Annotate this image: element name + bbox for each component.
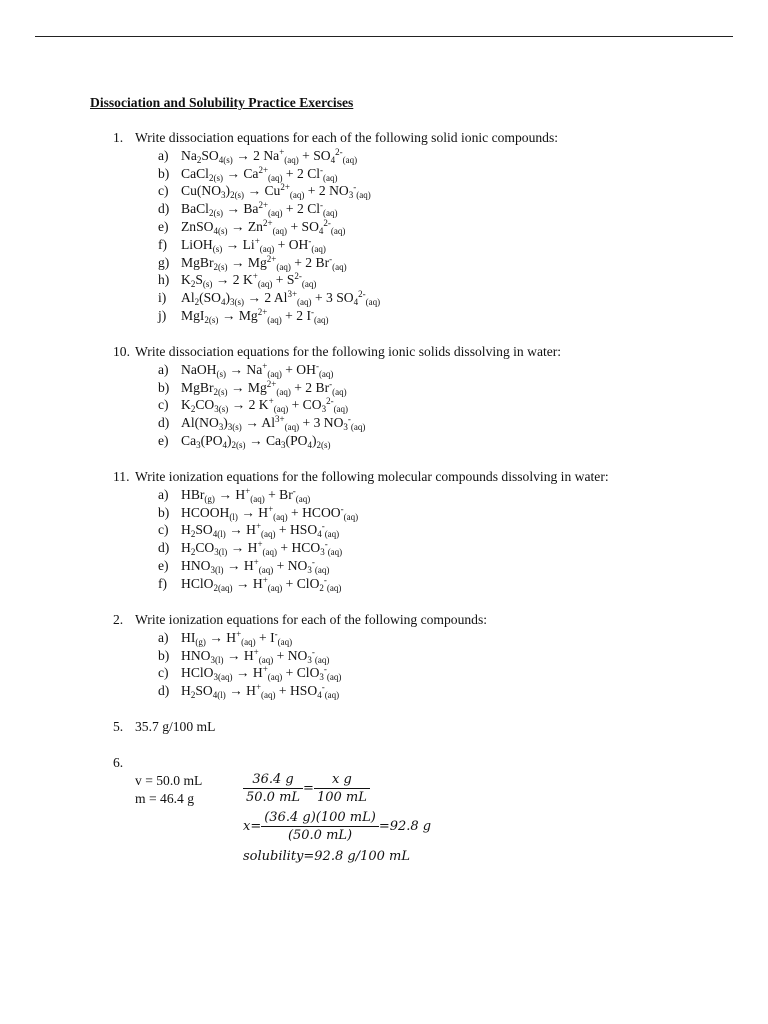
list-item: a) $Na_2SO_{4(s)} \to 2$ $Na^+_{(aq)} + SO_4^{2-}_{(aq)}$ xyxy=(158,146,358,165)
list-item: j) $MgI_{2(s)} \to Mg^{2+}_{(aq)} + 2$ $I^-_{(aq)}$ xyxy=(158,306,329,325)
answer-text: 35.7 g/100 mL xyxy=(135,719,216,734)
list-item: h) $K_2S_{(s)} \to 2$ $K^+_{(aq)} + S^{2-}_{(aq)}$ xyxy=(158,271,317,290)
x-lhs: x= xyxy=(243,819,262,834)
fraction-right: $\frac{\text{x g}}{100 mL}$ xyxy=(314,771,370,806)
solubility-result: solubility=92.8 g/100 mL xyxy=(243,849,410,864)
question-prompt: Write dissociation equations for the following ionic solids dissolving in water: xyxy=(135,344,562,359)
result-value: =92.8 g xyxy=(378,819,432,834)
question-5 xyxy=(113,718,733,736)
list-item: b) MgBr$_{2(s)}$ → $Mg^{2+}_{(aq)} + 2$ $Br^-_{(aq)}$ xyxy=(158,378,347,397)
question-6 xyxy=(113,754,733,772)
list-item: a) NaOH$_{(s)}$ → $Na^+_{(aq)} + OH^-_{(aq)}$ xyxy=(158,360,334,379)
fraction-left: $\frac{36.4 g}{50.0 mL}$ xyxy=(243,771,303,806)
list-item: e) $Ca_3(PO_4)_{2(s)} \to Ca_3(PO_4)_{2(s)}$ xyxy=(158,432,331,450)
solve-equation xyxy=(243,809,431,844)
volume-given: v = 50.0 mL xyxy=(135,773,203,788)
question-11 xyxy=(113,468,733,593)
list-item: b) $HNO_{3(l)} \to H^+_{(aq)} + NO_3^-_{(aq)}$ xyxy=(158,646,330,665)
list-item: c) $Cu(NO_3)_{2(s)} \to Cu^{2+}_{(aq)} + 2$ $NO_3^-_{(aq)}$ xyxy=(158,182,371,201)
question-10 xyxy=(113,343,733,450)
question-number: 5. xyxy=(113,719,124,734)
mass-given: m = 46.4 g xyxy=(135,791,195,806)
question-prompt: Write dissociation equations for each of the following solid ionic compounds: xyxy=(135,130,559,145)
list-item: c) HClO$_{3(aq)}$ → $H^+_{(aq)} + ClO_3^-_{(aq)}$ xyxy=(158,664,342,683)
list-item: g) MgBr$_{2(s)}$ → $Mg^{2+}_{(aq)} + 2$ $Br^-_{(aq)}$ xyxy=(158,253,347,272)
list-item: d) $H_2SO_{4(l)} \to H^+_{(aq)} + HSO_4^-_{(aq)}$ xyxy=(158,682,340,701)
list-item: d) $H_2CO_{3(l)} \to H^+_{(aq)} + HCO_3^-_{(aq)}$ xyxy=(158,539,343,558)
list-item: b) $HCOOH_{(l)} \to H^+_{(aq)}$ + $HCOO^-_{(aq)}$ xyxy=(158,503,359,522)
question-prompt: Write ionization equations for each of the following compounds: xyxy=(135,612,488,627)
list-item: a) $HBr_{(g)} \to H^+_{(aq)} + Br^-_{(aq)}$ xyxy=(158,485,311,504)
list-item: d) $Al(NO_3)_{3(s)} \to Al^{3+}_{(aq)} + 3$ $NO_3^-_{(aq)}$ xyxy=(158,414,366,433)
header-rule xyxy=(35,36,733,37)
question-2 xyxy=(113,611,733,700)
question-number: 10. xyxy=(113,344,130,359)
proportion-equation xyxy=(243,771,370,806)
list-item: d) BaCl$_{2(s)}$ → $Ba^{2+}_{(aq)} + 2$ $Cl^-_{(aq)}$ xyxy=(158,200,338,219)
list-item: b) CaCl$_{2(s)}$ → $Ca^{2+}_{(aq)} + 2$ $Cl^-_{(aq)}$ xyxy=(158,164,338,183)
question-number: 2. xyxy=(113,612,124,627)
question-1 xyxy=(113,129,733,325)
list-item: i) $Al_2(SO_4)_{3(s)} \to 2$ $Al^{3+}_{(aq)} + 3$ $SO_4^{2-}_{(aq)}$ xyxy=(158,289,381,308)
list-item: e) $HNO_{3(l)} \to H^+_{(aq)} + NO_3^-_{(aq)}$ xyxy=(158,556,330,575)
list-item: c) $K_2CO_{3(s)} \to 2$ $K^+_{(aq)} + CO_3^{2-}_{(aq)}$ xyxy=(158,396,349,415)
question-number: 11. xyxy=(113,469,130,484)
list-item: f) HClO$_{2(aq)}$ → $H^+_{(aq)} + ClO_2^-_{(aq)}$ xyxy=(158,574,342,593)
fraction-solve: $\frac{(36.4 g)(100 mL)}{(50.0 mL)}$ xyxy=(261,809,379,844)
page-title: Dissociation and Solubility Practice Exercises xyxy=(90,95,354,110)
question-prompt: Write ionization equations for the following molecular compounds dissolving in water: xyxy=(135,469,609,484)
question-number: 6. xyxy=(113,755,124,770)
equals-sign: = xyxy=(303,781,314,796)
list-item: e) ZnSO$_{4(s)}$ → $Zn^{2+}_{(aq)} + SO_4^{2-}_{(aq)}$ xyxy=(158,217,346,236)
list-item: a) $HI_{(g)} \to H^+_{(aq)} + I^-_{(aq)}$ xyxy=(158,628,293,647)
list-item: f) LiOH$_{(s)}$ → $Li^+_{(aq)} + OH^-_{(aq)}$ xyxy=(158,235,326,254)
question-number: 1. xyxy=(113,130,124,145)
list-item: c) $H_2SO_{4(l)} \to H^+_{(aq)} + HSO_4^-_{(aq)}$ xyxy=(158,521,340,540)
